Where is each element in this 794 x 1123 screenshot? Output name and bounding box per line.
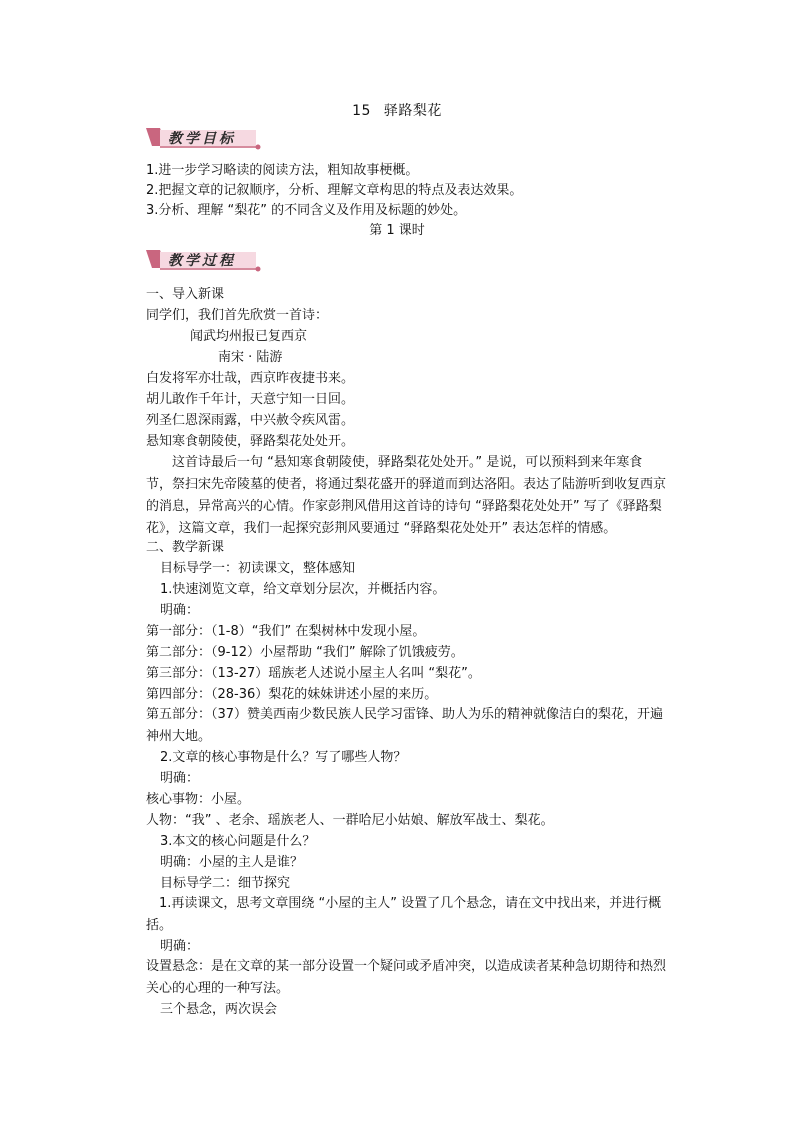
goals-banner xyxy=(146,126,262,150)
intro-line: 同学们，我们首先欣赏一首诗： xyxy=(146,308,329,323)
answer: 明确：小屋的主人是谁？ xyxy=(160,855,304,870)
people-item: 人物：“我” 、老余、瑶族老人、一群哈尼小姑娘、解放军战士、梨花。 xyxy=(146,813,554,828)
question: 2.文章的核心事物是什么？写了哪些人物？ xyxy=(160,750,407,765)
suspense-count: 三个悬念，两次误会 xyxy=(160,1002,278,1017)
poem-line: 胡儿敢作千年计，天意宁知一日回。 xyxy=(146,392,355,407)
answer-label: 明确： xyxy=(160,603,200,618)
process-banner-text: 教学过程 xyxy=(168,253,236,269)
section-heading: 一、导入新课 xyxy=(146,287,225,302)
poem-line: 悬知寒食朝陵使，驿路梨花处处开。 xyxy=(146,434,355,449)
part-item: 第一部分：（1-8）“我们” 在梨树林中发现小屋。 xyxy=(146,624,426,639)
poem-title: 闻武均州报已复西京 xyxy=(190,329,308,344)
guide-heading: 目标导学二：细节探究 xyxy=(160,876,291,891)
lesson-number: 15 xyxy=(352,103,371,119)
poem-author: 南宋 · 陆游 xyxy=(218,350,283,365)
answer-label: 明确： xyxy=(160,771,200,786)
lesson-period: 第 1 课时 xyxy=(369,223,425,238)
part-item: 第四部分：（28-36）梨花的妹妹讲述小屋的来历。 xyxy=(146,687,438,702)
goal-item: 3.分析、理解 “梨花” 的不同含义及作用及标题的妙处。 xyxy=(146,203,467,218)
part-item: 第五部分：（37）赞美西南少数民族人民学习雷锋、助人为乐的精神就像洁白的梨花，开遍神州大地。 xyxy=(146,707,664,744)
question: 1.快速浏览文章，给文章划分层次，并概括内容。 xyxy=(160,582,446,597)
poem-line: 白发将军亦壮哉，西京昨夜捷书来。 xyxy=(146,371,355,386)
intro-paragraph: 这首诗最后一句 “悬知寒食朝陵使，驿路梨花处处开。” 是说，可以预料到来年寒食节，祭扫宋先帝陵墓的使者，将通过梨花盛开的驿道而到达洛阳。表达了陆游听到收复西京的消息，异常高兴的心情。作家彭荆风借用这首诗的诗句 “驿路梨花处处开” 写了《驿路梨花》，这篇文章，我们一起探究彭荆风要通过 “驿路梨花处处开” 表达怎样的情感。 xyxy=(146,455,667,536)
lesson-title-text: 驿路梨花 xyxy=(383,103,442,119)
part-item: 第二部分：（9-12）小屋帮助 “我们” 解除了饥饿疲劳。 xyxy=(146,645,464,660)
process-banner xyxy=(146,248,262,272)
goal-item: 2.把握文章的记叙顺序，分析、理解文章构思的特点及表达效果。 xyxy=(146,183,523,198)
part-item: 第三部分：（13-27）瑶族老人述说小屋主人名叫 “梨花”。 xyxy=(146,666,481,681)
suspense-definition: 设置悬念：是在文章的某一部分设置一个疑问或矛盾冲突，以造成读者某种急切期待和热烈关心的心理的一种写法。 xyxy=(146,959,667,996)
section-heading: 二、教学新课 xyxy=(146,540,225,555)
core-item: 核心事物：小屋。 xyxy=(146,792,251,807)
question: 3.本文的核心问题是什么？ xyxy=(160,834,316,849)
poem-line: 列圣仁恩深雨露，中兴赦令疾风雷。 xyxy=(146,413,355,428)
goals-banner-text: 教学目标 xyxy=(168,131,236,147)
answer-label: 明确： xyxy=(160,939,200,954)
guide-heading: 目标导学一：初读课文，整体感知 xyxy=(160,561,356,576)
lesson-title xyxy=(0,100,794,120)
question: 1.再读课文，思考文章围绕 “小屋的主人” 设置了几个悬念，请在文中找出来，并进行概括。 xyxy=(146,896,662,933)
goal-item: 1.进一步学习略读的阅读方法，粗知故事梗概。 xyxy=(146,163,419,178)
